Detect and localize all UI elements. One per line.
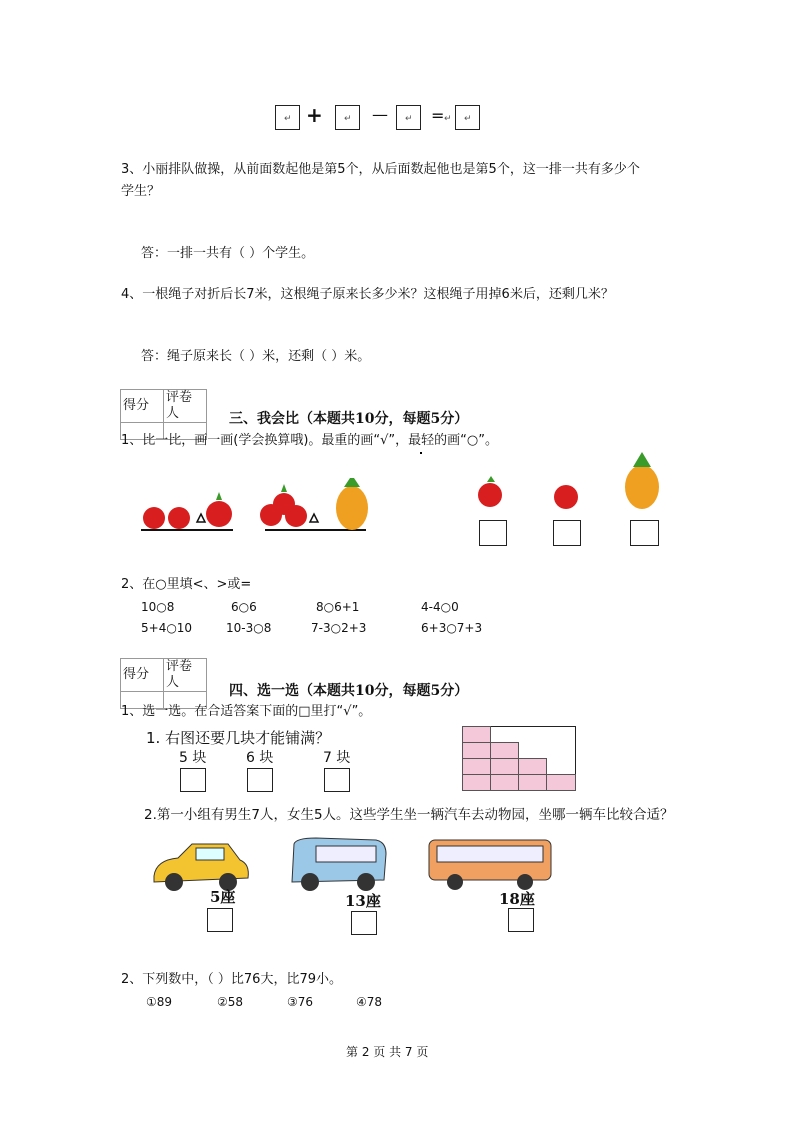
q3-answer: 答：一排一共有（ ）个学生。 <box>141 246 315 261</box>
q4-answer: 答：绳子原来长（ ）米，还剩（ ）米。 <box>141 349 371 364</box>
page-footer: 第 2 页 共 7 页 <box>346 1045 429 1059</box>
compare-item: 8○6+1 <box>316 600 360 614</box>
section3-q2: 2、在○里填<、>或= <box>121 577 252 592</box>
car-icon <box>148 838 252 898</box>
compare-item: 6+3○7+3 <box>421 621 483 635</box>
vehicle-answer-box[interactable] <box>351 911 377 935</box>
score-table-4 <box>120 658 207 709</box>
radish-icon <box>206 501 232 527</box>
vehicle-answer-box[interactable] <box>508 908 534 932</box>
comparison-illustration <box>138 478 378 538</box>
minus-sign: — <box>372 105 388 124</box>
return-mark: ↵ <box>444 114 452 124</box>
equation-box-3[interactable] <box>396 105 421 130</box>
section4-q2: 2.第一小组有男生7人，女生5人。这些学生坐一辆汽车去动物园，坐哪一辆车比较合适？ <box>144 807 674 823</box>
bus-icon <box>286 836 392 896</box>
radish-icon <box>285 505 307 527</box>
answer-box-tomato[interactable] <box>553 520 581 546</box>
section4-title: 四、选一选（本题共10分，每题5分） <box>229 683 469 699</box>
section4-q3: 2、下列数中，（ ）比76大，比79小。 <box>121 972 342 987</box>
choice-option[interactable]: ③76 <box>287 995 314 1009</box>
choice-option[interactable]: ④78 <box>356 995 383 1009</box>
tomato-icon <box>168 507 190 529</box>
section4-q1: 1、选一选。在合适答案下面的□里打“√”。 <box>121 704 372 719</box>
option-label: 6 块 <box>246 750 274 766</box>
section3-q1: 1、比一比，画一画(学会换算哦)。最重的画“√”，最轻的画“○”。 <box>121 433 498 448</box>
return-mark: ↵ <box>344 114 352 124</box>
leaf-icon <box>216 492 222 500</box>
choice-option[interactable]: ①89 <box>146 995 173 1009</box>
vehicle-label: 5座 <box>210 888 236 906</box>
equation-box-4[interactable] <box>455 105 480 130</box>
choice-option[interactable]: ②58 <box>217 995 244 1009</box>
vehicle-label: 13座 <box>345 892 381 910</box>
grader-label: 评卷人 <box>164 659 207 692</box>
section4-q1-sub: 1. 右图还要几块才能铺满？ <box>146 729 331 747</box>
compare-item: 10○8 <box>141 600 175 614</box>
tile-grid-figure <box>462 726 578 792</box>
triangle-symbol-icon <box>197 514 205 522</box>
compare-item: 5+4○10 <box>141 621 193 635</box>
option-label: 7 块 <box>323 750 351 766</box>
vehicle-answer-box[interactable] <box>207 908 233 932</box>
equation-box-2[interactable] <box>335 105 360 130</box>
option-box[interactable] <box>324 768 350 792</box>
q3-text-line2: 学生？ <box>121 184 161 199</box>
vehicle-label: 18座 <box>499 890 535 908</box>
answer-box-pineapple[interactable] <box>630 520 659 546</box>
leaf-icon <box>344 478 360 487</box>
coach-icon <box>425 836 555 894</box>
return-mark: ↵ <box>464 114 472 124</box>
section3-title: 三、我会比（本题共10分，每题5分） <box>229 411 469 427</box>
q3-text-line1: 3、小丽排队做操，从前面数起他是第5个，从后面数起他也是第5个，这一排一共有多少个 <box>121 162 640 177</box>
triangle-symbol-icon <box>310 514 318 522</box>
return-mark: ↵ <box>405 114 413 124</box>
score-label: 得分 <box>121 390 164 423</box>
score-label: 得分 <box>121 659 164 692</box>
grader-label: 评卷人 <box>164 390 207 423</box>
compare-item: 6○6 <box>231 600 257 614</box>
tomato-icon <box>143 507 165 529</box>
plus-sign: + <box>306 103 323 127</box>
equals-sign: = <box>431 106 445 125</box>
tomato-icon <box>551 483 581 511</box>
leaf-icon <box>281 484 287 492</box>
radish-icon <box>475 476 509 510</box>
compare-item: 7-3○2+3 <box>311 621 367 635</box>
return-mark: ↵ <box>284 114 292 124</box>
compare-item: 10-3○8 <box>226 621 272 635</box>
pineapple-icon <box>336 486 368 530</box>
equation-box-1[interactable] <box>275 105 300 130</box>
compare-item: 4-4○0 <box>421 600 459 614</box>
pineapple-icon <box>622 451 662 511</box>
option-box[interactable] <box>247 768 273 792</box>
dot-mark <box>420 452 422 454</box>
option-box[interactable] <box>180 768 206 792</box>
answer-box-radish[interactable] <box>479 520 507 546</box>
option-label: 5 块 <box>179 750 207 766</box>
q4-text: 4、一根绳子对折后长7米，这根绳子原来长多少米？这根绳子用掉6米后，还剩几米？ <box>121 287 614 302</box>
